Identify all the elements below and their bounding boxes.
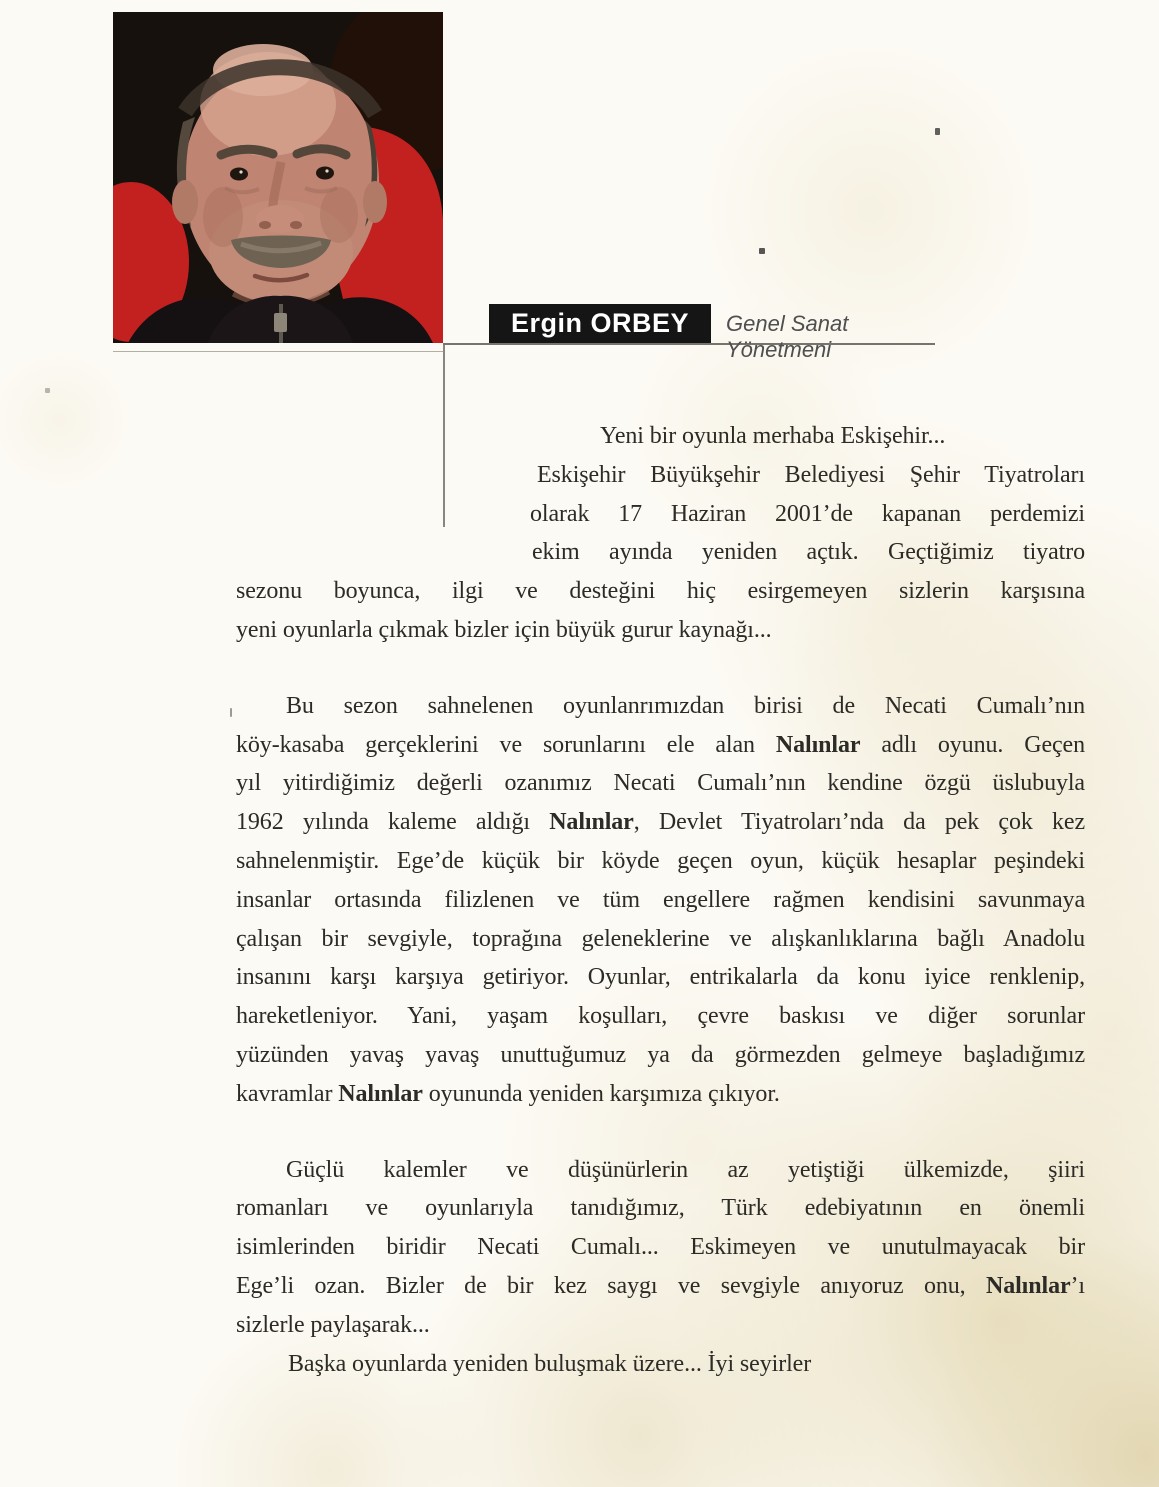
text-segment: Yeni bir oyunla merhaba Eskişehir... [600,423,946,449]
text-segment: , Devlet Tiyatroları’nda da pek çok kez [633,809,1086,836]
text-segment: sahnelenmiştir. Ege’de küçük bir köyde geçen oyun, küçük hesaplar peşindeki [236,847,1085,874]
text-segment: Eskişehir Büyükşehir Belediyesi Şehir Tiyatroları [537,461,1085,488]
text-line [236,1075,1085,1114]
text-segment: insanlar ortasında filizlenen ve tüm engellere rağmen kendisini savunmaya [236,886,1085,913]
text-segment: Ege’li ozan. Bizler de bir kez saygı ve sevgiyle anıyoruz onu, [236,1272,986,1299]
text-segment: sizlerle paylaşarak... [236,1311,430,1338]
text-segment: insanını karşı karşıya getiriyor. Oyunlar, entrikalarla da konu iyice renklenip, [236,964,1085,991]
text-line [236,803,1085,842]
text-segment: isimlerinden biridir Necati Cumalı... Eskimeyen ve unutulmayacak bir [236,1234,1085,1261]
text-segment: olarak 17 Haziran 2001’de kapanan perdemizi [530,500,1085,527]
text-line [236,842,1085,881]
text-segment: yüzünden yavaş yavaş unuttuğumuz ya da görmezden gelmeye başladığımız [236,1041,1085,1068]
text-segment: ekim ayında yeniden açtık. Geçtiğimiz tiyatro [532,539,1085,566]
text-line [530,495,1085,534]
text-line [236,920,1085,959]
scan-speck [759,248,765,254]
play-title-bold: Nalınlar [775,731,861,758]
text-segment: köy-kasaba gerçeklerini ve sorunlarını ele alan [236,731,776,758]
text-segment: 1962 yılında kaleme aldığı [236,809,550,836]
text-segment: yıl yitirdiğimiz değerli ozanımız Necati Cumalı’nın kendine özgü üslubuyla [236,770,1085,797]
text-segment: oyununda yeniden karşımıza çıkıyor. [422,1080,780,1107]
text-line [236,611,1085,650]
play-title-bold: Nalınlar [985,1272,1071,1299]
text-segment: adlı oyunu. Geçen [860,731,1085,758]
person-role: Genel Sanat Yönetmeni [726,311,849,362]
text-line [600,417,1085,456]
text-line [236,881,1085,920]
text-line [532,533,1085,572]
play-title-bold: Nalınlar [549,809,634,836]
text-line [236,1345,1085,1384]
name-bar [489,304,711,343]
text-line [236,1267,1085,1306]
text-line [236,726,1085,765]
play-title-bold: Nalınlar [338,1080,423,1107]
paragraph-3 [236,1151,1085,1345]
text-segment: kavramlar [236,1080,339,1107]
person-name: Ergin ORBEY [510,308,690,338]
text-line [236,764,1085,803]
text-segment: sezonu boyunca, ilgi ve desteğini hiç esirgemeyen sizlerin karşısına [236,578,1085,605]
text-segment: hareketleniyor. Yani, yaşam koşulları, çevre baskısı ve diğer sorunlar [236,1003,1085,1030]
text-segment: Güçlü kalemler ve düşünürlerin az yetiştiği ülkemizde, şiiri [286,1156,1085,1183]
scan-speck [230,708,232,717]
text-line [236,997,1085,1036]
text-segment: çalışan bir sevgiyle, toprağına geleneklerine ve alışkanlıklarına bağlı Anadolu [236,925,1085,952]
text-line [236,958,1085,997]
paragraph-2 [236,687,1085,1114]
paragraph-1 [236,417,1085,650]
text-segment: yeni oyunlarla çıkmak bizler için büyük gurur kaynağı... [236,616,772,643]
text-line [236,1189,1085,1228]
photo-underline [113,351,444,352]
text-line [537,456,1085,495]
text-segment: Başka oyunlarda yeniden buluşmak üzere... İyi seyirler [288,1350,812,1377]
text-segment: Bu sezon sahnelenen oyunlanrımızdan birisi de Necati Cumalı’nın [286,692,1085,719]
body-text [236,417,1085,1383]
text-line [236,1228,1085,1267]
scan-speck [45,388,50,393]
text-segment: ’ı [1070,1272,1085,1299]
paragraph-4 [236,1345,1085,1384]
text-segment: romanları ve oyunlarıyla tanıdığımız, Türk edebiyatının en önemli [236,1195,1085,1222]
scan-speck [935,128,940,135]
text-line [236,1151,1085,1190]
portrait-photo [113,12,443,343]
text-line [236,572,1085,611]
portrait-illustration [113,12,443,343]
text-line [236,1306,1085,1345]
text-line [236,687,1085,726]
text-line [236,1036,1085,1075]
